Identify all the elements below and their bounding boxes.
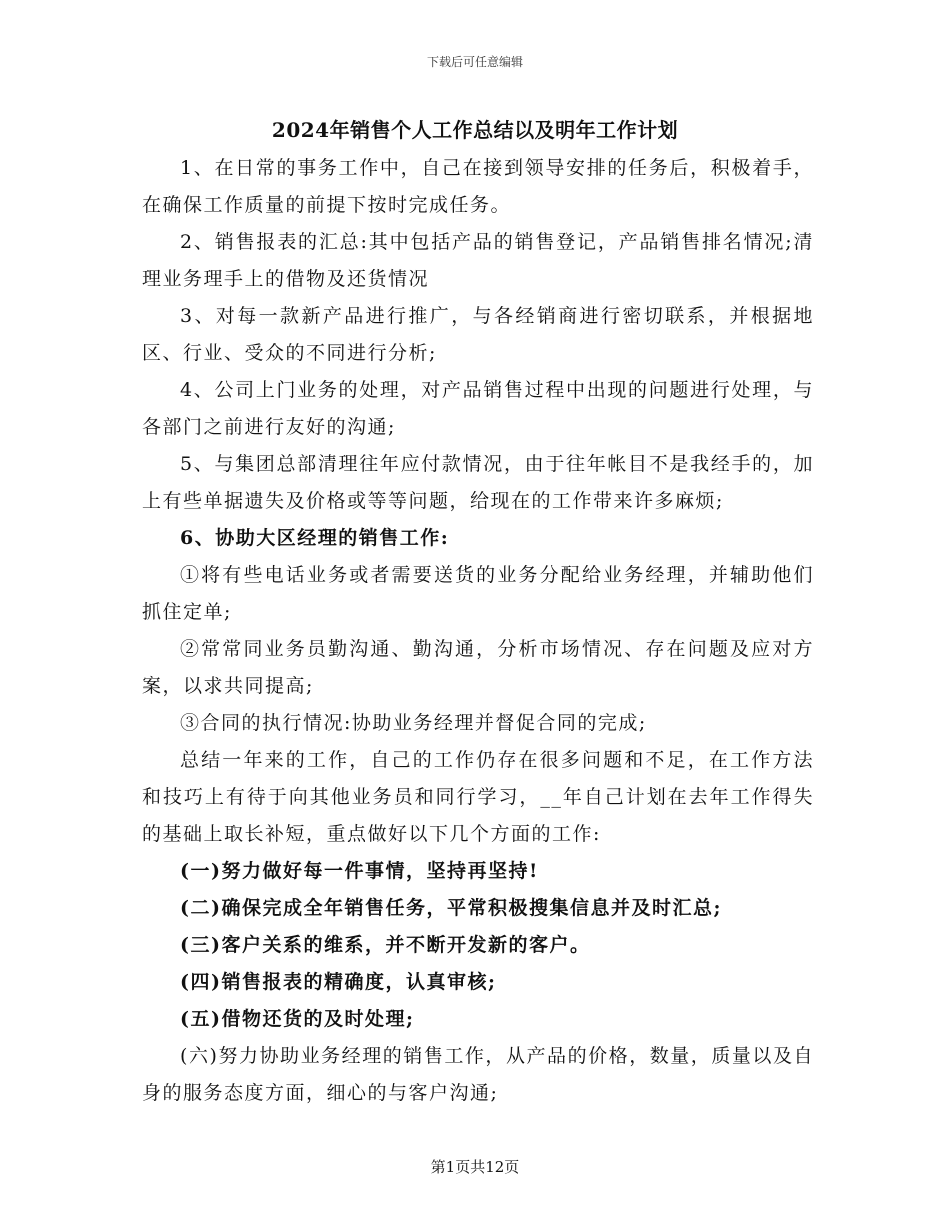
plan-item-4: (四)销售报表的精确度，认真审核;: [180, 971, 497, 993]
plan-item-6: (六)努力协助业务经理的销售工作，从产品的价格，数量，质量以及自身的服务态度方面，细心的与客户沟通;: [142, 1045, 814, 1104]
sub-item-3: ③合同的执行情况:协助业务经理并督促合同的完成;: [180, 712, 647, 734]
page-footer: 第1页共12页: [430, 1158, 520, 1176]
header-note: 下载后可任意编辑: [426, 55, 523, 69]
section-heading-6: 6、协助大区经理的销售工作:: [180, 527, 450, 549]
paragraph-1: 1、在日常的事务工作中，自己在接到领导安排的任务后，积极着手，在确保工作质量的前提下按时完成任务。: [142, 157, 814, 216]
paragraph-4: 4、公司上门业务的处理，对产品销售过程中出现的问题进行处理，与各部门之前进行友好的沟通;: [142, 379, 814, 438]
paragraph-3: 3、对每一款新产品进行推广，与各经销商进行密切联系，并根据地区、行业、受众的不同进行分析;: [142, 305, 814, 364]
plan-item-5: (五)借物还货的及时处理;: [180, 1008, 415, 1030]
sub-item-1: ①将有些电话业务或者需要送货的业务分配给业务经理，并辅助他们抓住定单;: [142, 564, 814, 623]
document-title: 2024年销售个人工作总结以及明年工作计划: [271, 118, 679, 142]
plan-item-1: (一)努力做好每一件事情，坚持再坚持!: [180, 860, 539, 882]
plan-item-2: (二)确保完成全年销售任务，平常积极搜集信息并及时汇总;: [180, 897, 722, 919]
plan-item-3: (三)客户关系的维系，并不断开发新的客户。: [180, 934, 591, 956]
paragraph-5: 5、与集团总部清理往年应付款情况，由于往年帐目不是我经手的，加上有些单据遗失及价格或等等问题，给现在的工作带来许多麻烦;: [142, 453, 814, 512]
paragraph-2: 2、销售报表的汇总:其中包括产品的销售登记，产品销售排名情况;清理业务理手上的借物及还货情况: [142, 231, 814, 290]
sub-item-2: ②常常同业务员勤沟通、勤沟通，分析市场情况、存在问题及应对方案，以求共同提高;: [142, 638, 814, 697]
summary-paragraph: 总结一年来的工作，自己的工作仍存在很多问题和不足，在工作方法和技巧上有待于向其他业务员和同行学习，__年自己计划在去年工作得失的基础上取长补短，重点做好以下几个方面的工作:: [142, 749, 814, 845]
document-body: [142, 150, 814, 1112]
